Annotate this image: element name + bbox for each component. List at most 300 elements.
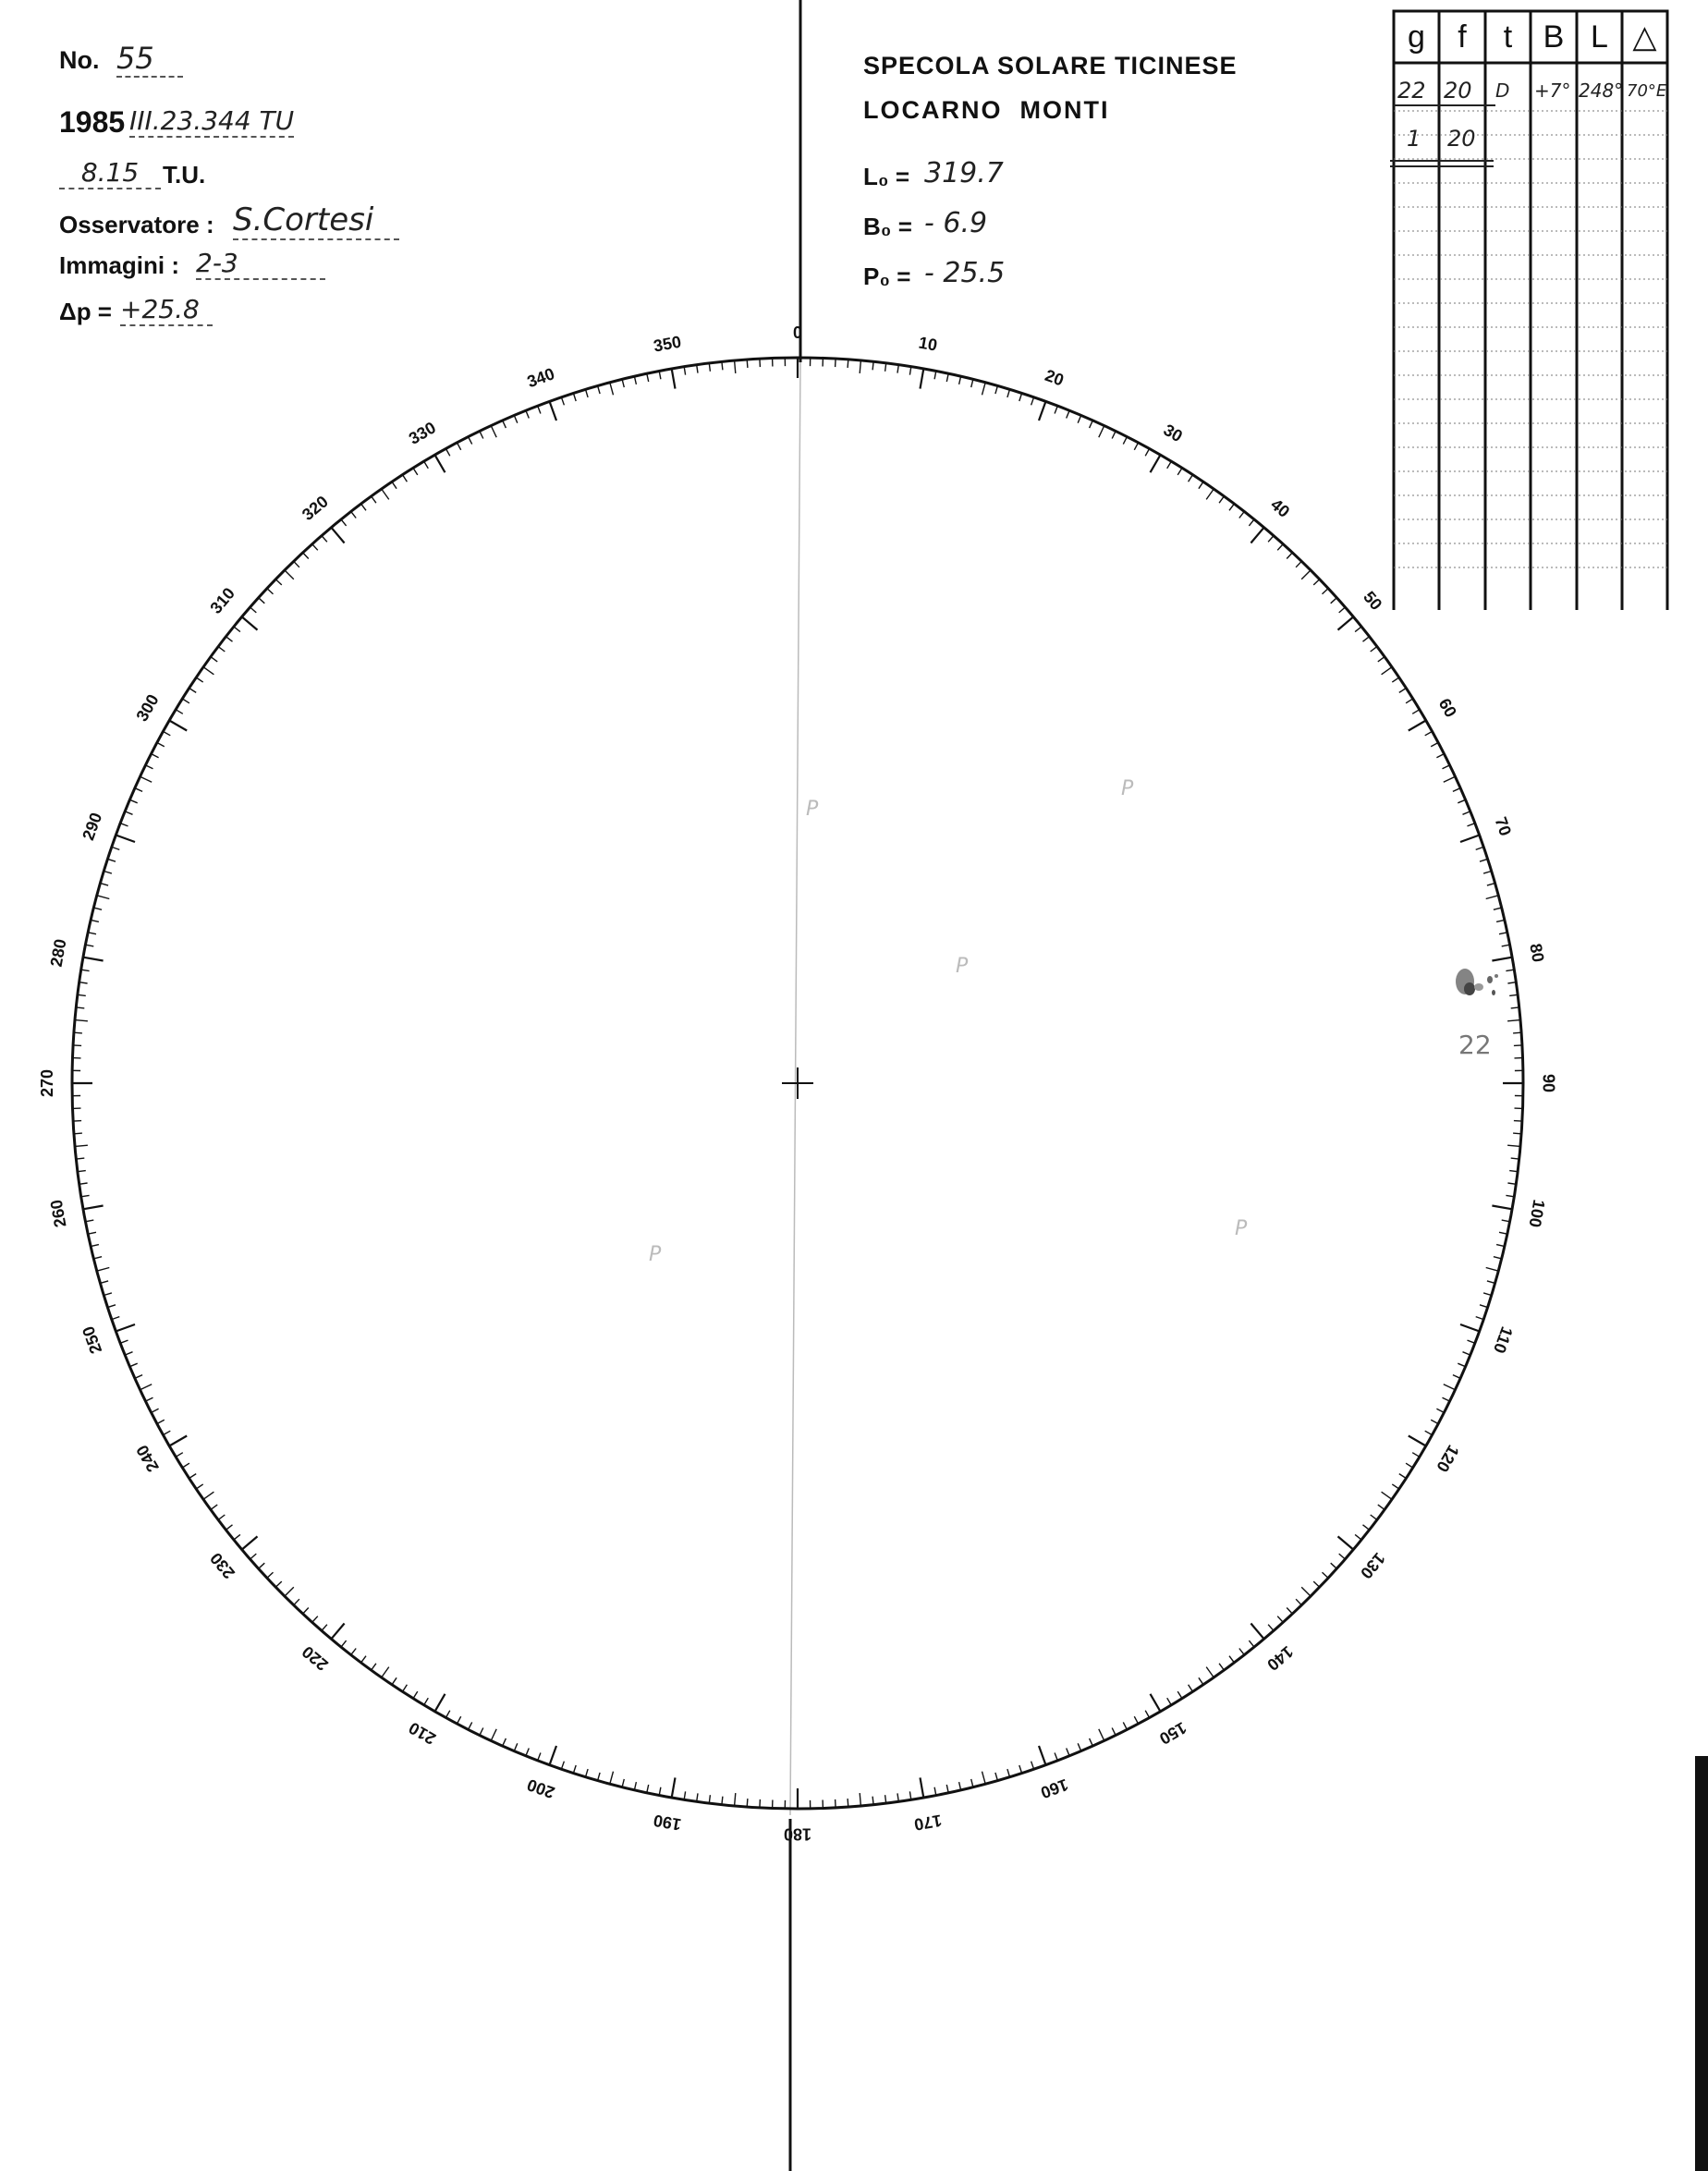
scale-tick bbox=[598, 1773, 601, 1781]
scale-tick bbox=[934, 1787, 936, 1796]
scale-tick bbox=[1301, 570, 1311, 579]
scale-tick bbox=[331, 1624, 344, 1640]
scale-tick bbox=[392, 482, 396, 489]
scale-tick bbox=[413, 468, 418, 475]
scale-tick bbox=[1371, 647, 1377, 652]
scale-tick bbox=[747, 360, 748, 368]
scale-tick bbox=[182, 699, 189, 703]
scale-tick bbox=[1229, 504, 1234, 510]
scale-tick bbox=[1123, 437, 1127, 445]
scale-tick bbox=[622, 1779, 624, 1787]
scale-tick bbox=[458, 443, 461, 450]
scale-label-70: 70 bbox=[1491, 814, 1516, 839]
scale-tick bbox=[1323, 589, 1329, 594]
scale-label-170: 170 bbox=[912, 1811, 944, 1835]
scale-tick bbox=[1112, 1728, 1116, 1736]
B0-label: B₀ = bbox=[863, 213, 912, 240]
scale-tick bbox=[458, 1716, 461, 1724]
scale-tick bbox=[259, 1563, 265, 1568]
scale-tick bbox=[1112, 431, 1116, 438]
scale-tick bbox=[120, 1340, 128, 1343]
scale-label-190: 190 bbox=[652, 1811, 683, 1835]
P0-label: P₀ = bbox=[863, 262, 911, 290]
scale-tick bbox=[1249, 519, 1254, 526]
table-header-t: t bbox=[1503, 18, 1513, 55]
number-label: No. bbox=[59, 46, 100, 74]
scale-label-80: 80 bbox=[1526, 942, 1548, 964]
scale-tick bbox=[1444, 1384, 1456, 1390]
scale-tick bbox=[872, 1797, 873, 1805]
scale-label-200: 200 bbox=[524, 1775, 557, 1802]
scale-tick bbox=[1177, 468, 1182, 475]
scale-tick bbox=[760, 1799, 761, 1808]
scale-tick bbox=[514, 415, 518, 422]
scale-tick bbox=[91, 920, 99, 921]
scale-tick bbox=[294, 1599, 299, 1605]
scale-tick bbox=[1007, 1769, 1010, 1777]
scale-tick bbox=[598, 385, 601, 394]
scale-tick bbox=[73, 1045, 81, 1046]
central-meridian-line bbox=[790, 362, 800, 1815]
scale-tick bbox=[1019, 393, 1022, 401]
scale-tick bbox=[1460, 1324, 1480, 1332]
scale-tick bbox=[1425, 731, 1433, 735]
scale-tick bbox=[946, 1785, 948, 1793]
scale-label-210: 210 bbox=[405, 1718, 439, 1749]
scale-tick bbox=[503, 421, 506, 428]
scale-tick bbox=[1268, 1625, 1274, 1631]
scale-tick bbox=[672, 369, 676, 389]
scale-tick bbox=[1382, 1492, 1392, 1499]
scale-tick bbox=[469, 437, 472, 445]
scale-label-20: 20 bbox=[1042, 365, 1067, 390]
scale-label-100: 100 bbox=[1525, 1198, 1549, 1229]
scale-tick bbox=[97, 1268, 110, 1272]
scale-label-140: 140 bbox=[1263, 1641, 1298, 1675]
scale-tick bbox=[959, 1782, 961, 1790]
table-cell-f-1: 20 bbox=[1444, 78, 1472, 104]
scale-tick bbox=[267, 589, 274, 594]
scale-tick bbox=[1177, 1691, 1182, 1699]
scale-label-90: 90 bbox=[1539, 1073, 1558, 1093]
delta-p-label: Δp = bbox=[59, 298, 112, 325]
scale-tick bbox=[1409, 1436, 1426, 1446]
scale-tick bbox=[135, 788, 142, 792]
scale-tick bbox=[303, 553, 309, 559]
table-header-g: g bbox=[1408, 18, 1425, 55]
scale-tick bbox=[1250, 1624, 1263, 1640]
scale-tick bbox=[1378, 1505, 1385, 1509]
scale-tick bbox=[424, 1698, 429, 1705]
sunspot-group-label: 22 bbox=[1458, 1030, 1492, 1060]
P0-value: - 25.5 bbox=[924, 257, 1006, 289]
scale-label-180: 180 bbox=[783, 1824, 812, 1844]
scale-label-270: 270 bbox=[37, 1068, 56, 1098]
scale-tick bbox=[1189, 1685, 1193, 1692]
scale-tick bbox=[610, 1772, 614, 1785]
facula-mark-3: P bbox=[956, 955, 969, 978]
scale-tick bbox=[526, 1749, 529, 1756]
scale-tick bbox=[129, 1363, 137, 1367]
scale-tick bbox=[1443, 765, 1450, 769]
scale-tick bbox=[1007, 389, 1010, 397]
scale-tick bbox=[1378, 657, 1385, 662]
scale-tick bbox=[959, 376, 961, 384]
scale-tick bbox=[1514, 1045, 1522, 1046]
scale-tick bbox=[514, 1743, 518, 1750]
scale-tick bbox=[1412, 1453, 1420, 1457]
scale-tick bbox=[1443, 1397, 1450, 1401]
facula-mark-4: P bbox=[1235, 1217, 1248, 1240]
scale-tick bbox=[392, 1677, 396, 1685]
scale-tick bbox=[1134, 1716, 1138, 1724]
scale-tick bbox=[112, 847, 120, 849]
scale-tick bbox=[647, 1785, 649, 1793]
scale-tick bbox=[88, 1232, 96, 1234]
scale-tick bbox=[1399, 1474, 1407, 1479]
scale-tick bbox=[129, 799, 137, 803]
scale-tick bbox=[1313, 579, 1320, 585]
scale-tick bbox=[921, 1777, 924, 1798]
observer-value: S.Cortesi bbox=[233, 201, 399, 240]
scale-tick bbox=[1239, 511, 1245, 518]
scale-tick bbox=[647, 373, 649, 382]
scale-tick bbox=[1219, 1664, 1224, 1670]
scale-tick bbox=[491, 1729, 496, 1741]
scale-tick bbox=[1499, 1232, 1507, 1234]
scale-tick bbox=[1412, 710, 1420, 714]
scale-tick bbox=[211, 657, 217, 662]
images-label: Immagini : bbox=[59, 251, 180, 279]
scale-tick bbox=[1511, 1007, 1519, 1008]
scale-tick bbox=[1431, 743, 1438, 747]
scale-tick bbox=[351, 1649, 357, 1655]
scale-tick bbox=[1250, 528, 1263, 543]
scale-tick bbox=[1463, 811, 1470, 814]
scale-tick bbox=[1134, 443, 1138, 450]
scale-tick bbox=[1513, 1133, 1521, 1134]
scale-tick bbox=[909, 367, 910, 375]
scale-tick bbox=[1039, 401, 1046, 421]
scale-tick bbox=[294, 561, 299, 567]
observatory-location: LOCARNO MONTI bbox=[863, 96, 1110, 124]
scale-tick bbox=[1031, 1762, 1034, 1770]
scale-tick bbox=[634, 1782, 636, 1790]
scale-tick bbox=[1463, 1352, 1470, 1355]
scale-tick bbox=[684, 367, 685, 375]
scale-tick bbox=[1363, 637, 1370, 642]
scale-tick bbox=[104, 1293, 112, 1296]
scale-tick bbox=[85, 1220, 93, 1222]
scale-label-150: 150 bbox=[1156, 1718, 1190, 1749]
scale-tick bbox=[152, 754, 159, 758]
scale-tick bbox=[1167, 461, 1172, 469]
table-header-L: L bbox=[1591, 18, 1608, 55]
scale-tick bbox=[125, 811, 132, 814]
scale-label-110: 110 bbox=[1489, 1323, 1517, 1356]
scale-tick bbox=[1099, 1729, 1104, 1741]
scale-tick bbox=[1151, 455, 1161, 472]
scale-label-250: 250 bbox=[79, 1323, 106, 1357]
scale-tick bbox=[382, 1667, 389, 1677]
table-cell-B-1: +7° bbox=[1534, 79, 1571, 102]
scale-tick bbox=[550, 1746, 557, 1765]
scale-tick bbox=[125, 1352, 132, 1355]
scale-tick bbox=[1296, 1599, 1301, 1605]
scale-tick bbox=[995, 385, 998, 394]
scale-tick bbox=[1189, 475, 1193, 482]
scale-tick bbox=[1453, 788, 1460, 792]
scale-label-300: 300 bbox=[132, 690, 163, 725]
scale-tick bbox=[226, 1525, 232, 1531]
scale-tick bbox=[586, 389, 589, 397]
scale-tick bbox=[361, 1656, 366, 1663]
scale-tick bbox=[93, 908, 102, 909]
scale-tick bbox=[480, 1728, 483, 1736]
scale-tick bbox=[1468, 1340, 1475, 1343]
scale-tick bbox=[250, 1554, 257, 1559]
scale-tick bbox=[1277, 544, 1283, 551]
scale-tick bbox=[275, 1581, 282, 1587]
scale-tick bbox=[1339, 1554, 1346, 1559]
scale-tick bbox=[1487, 884, 1495, 886]
scale-label-220: 220 bbox=[298, 1641, 332, 1675]
scale-tick bbox=[83, 957, 104, 961]
scale-tick bbox=[735, 360, 736, 373]
scale-tick bbox=[1476, 847, 1484, 849]
scale-label-290: 290 bbox=[79, 810, 106, 843]
scale-tick bbox=[218, 647, 225, 652]
scale-tick bbox=[413, 1691, 418, 1699]
scale-tick bbox=[250, 607, 257, 613]
scale-tick bbox=[672, 1777, 676, 1798]
scale-tick bbox=[610, 383, 614, 396]
L0-value: 319.7 bbox=[924, 157, 1004, 189]
scale-tick bbox=[1502, 1220, 1510, 1222]
scale-tick bbox=[1229, 1656, 1234, 1663]
scale-tick bbox=[1406, 699, 1413, 703]
scale-label-280: 280 bbox=[46, 937, 70, 969]
scale-tick bbox=[1458, 799, 1465, 803]
scale-tick bbox=[1511, 1158, 1519, 1159]
scale-tick bbox=[1287, 553, 1292, 559]
scale-tick bbox=[1406, 1463, 1413, 1468]
scale-tick bbox=[234, 627, 240, 632]
scale-tick bbox=[331, 528, 344, 543]
scale-tick bbox=[88, 933, 96, 934]
scale-label-50: 50 bbox=[1360, 587, 1386, 614]
scale-tick bbox=[1031, 397, 1034, 406]
scale-tick bbox=[163, 731, 170, 735]
scale-label-260: 260 bbox=[46, 1198, 70, 1229]
scale-tick bbox=[1249, 1640, 1254, 1647]
scale-tick bbox=[76, 1158, 84, 1159]
scale-tick bbox=[1496, 1245, 1505, 1247]
scale-tick bbox=[735, 1793, 736, 1806]
scale-tick bbox=[1145, 1711, 1149, 1718]
scale-tick bbox=[1078, 415, 1081, 422]
scale-tick bbox=[435, 1694, 445, 1712]
scale-tick bbox=[1513, 1032, 1521, 1033]
scale-tick bbox=[934, 371, 936, 379]
scale-tick bbox=[1468, 823, 1475, 826]
scale-label-340: 340 bbox=[524, 364, 557, 392]
scale-tick bbox=[104, 872, 112, 874]
scale-tick bbox=[1425, 1431, 1433, 1434]
date-year: 1985 bbox=[59, 105, 126, 139]
scale-tick bbox=[182, 1463, 189, 1468]
scale-tick bbox=[1239, 1649, 1245, 1655]
scale-tick bbox=[1392, 677, 1399, 682]
table-header-B: B bbox=[1543, 18, 1565, 55]
scale-tick bbox=[1458, 1363, 1465, 1367]
scale-tick bbox=[1219, 496, 1224, 503]
scale-tick bbox=[550, 401, 557, 421]
table-cell-L-1: 248° bbox=[1579, 79, 1624, 102]
table-cell-t-1: D bbox=[1495, 79, 1510, 102]
facula-mark-2: P bbox=[1121, 777, 1134, 800]
scale-tick bbox=[659, 1787, 661, 1796]
scale-tick bbox=[586, 1769, 589, 1777]
observatory-name: SPECOLA SOLARE TICINESE bbox=[863, 52, 1238, 79]
scale-tick bbox=[1392, 1484, 1399, 1489]
scale-tick bbox=[403, 475, 408, 482]
scale-tick bbox=[634, 376, 636, 384]
scale-tick bbox=[285, 570, 294, 579]
scale-tick bbox=[140, 776, 152, 782]
time-unit: T.U. bbox=[163, 161, 206, 189]
scale-tick bbox=[561, 1762, 564, 1770]
scale-tick bbox=[1313, 1581, 1320, 1587]
scale-tick bbox=[341, 519, 347, 526]
scale-tick bbox=[424, 461, 429, 469]
scale-tick bbox=[1494, 908, 1502, 909]
scale-tick bbox=[1339, 607, 1346, 613]
scale-tick bbox=[1206, 1667, 1214, 1677]
scale-tick bbox=[112, 1317, 120, 1320]
scale-tick bbox=[116, 1324, 135, 1332]
scale-tick bbox=[403, 1685, 408, 1692]
scale-tick bbox=[1444, 776, 1456, 782]
scale-label-160: 160 bbox=[1038, 1775, 1071, 1802]
scale-tick bbox=[573, 393, 576, 401]
delta-p-value: +25.8 bbox=[120, 294, 213, 326]
scale-tick bbox=[946, 373, 948, 382]
scale-tick bbox=[275, 579, 282, 585]
scale-tick bbox=[75, 1145, 88, 1146]
scale-tick bbox=[1055, 1753, 1057, 1761]
scale-tick bbox=[303, 1608, 309, 1615]
scale-tick bbox=[341, 1640, 347, 1647]
scale-tick bbox=[312, 1616, 318, 1623]
scale-tick bbox=[1331, 598, 1337, 604]
scale-tick bbox=[203, 1492, 214, 1499]
scale-tick bbox=[116, 835, 135, 843]
scale-tick bbox=[1039, 1746, 1046, 1765]
scale-label-350: 350 bbox=[652, 332, 683, 356]
B0-value: - 6.9 bbox=[924, 207, 988, 239]
scale-tick bbox=[152, 1409, 159, 1412]
scale-tick bbox=[176, 710, 183, 714]
scale-tick bbox=[1206, 489, 1214, 499]
scale-label-310: 310 bbox=[206, 583, 239, 617]
scale-tick bbox=[491, 426, 496, 438]
sunspot-group-22 bbox=[1456, 969, 1498, 995]
scale-tick bbox=[1067, 410, 1069, 418]
scale-tick bbox=[435, 455, 445, 472]
scale-tick bbox=[1494, 1257, 1502, 1259]
scale-tick bbox=[1499, 933, 1507, 934]
table-cell-f-2: 20 bbox=[1447, 126, 1476, 152]
scale-tick bbox=[1151, 1694, 1161, 1712]
scale-tick bbox=[1480, 1305, 1488, 1308]
scale-tick bbox=[1460, 835, 1480, 843]
scale-tick bbox=[480, 431, 483, 438]
scale-tick bbox=[1145, 448, 1149, 456]
scale-tick bbox=[322, 1625, 327, 1631]
scale-tick bbox=[971, 1779, 973, 1787]
scale-tick bbox=[1506, 1195, 1514, 1196]
scale-tick bbox=[684, 1791, 685, 1799]
facula-mark-5: P bbox=[649, 1243, 662, 1266]
scale-tick bbox=[382, 489, 389, 499]
scale-tick bbox=[538, 406, 541, 413]
scale-tick bbox=[1382, 667, 1392, 675]
scale-label-120: 120 bbox=[1433, 1442, 1463, 1476]
scale-tick bbox=[107, 859, 116, 861]
scale-tick bbox=[1301, 1587, 1311, 1596]
scale-tick bbox=[573, 1765, 576, 1774]
scale-tick bbox=[526, 410, 529, 418]
scale-tick bbox=[145, 1397, 152, 1401]
scale-tick bbox=[100, 884, 108, 886]
scale-label-0: 0 bbox=[792, 323, 803, 342]
scale-tick bbox=[169, 1436, 187, 1446]
scale-tick bbox=[196, 1484, 203, 1489]
L0-label: L₀ = bbox=[863, 163, 910, 190]
scale-tick bbox=[1507, 1020, 1520, 1021]
scale-tick bbox=[97, 896, 110, 899]
scale-tick bbox=[982, 1772, 986, 1785]
scale-tick bbox=[1399, 689, 1407, 693]
scale-tick bbox=[1486, 1268, 1499, 1272]
table-cell-g-1: 22 bbox=[1397, 78, 1426, 104]
scale-tick bbox=[312, 544, 318, 551]
scale-label-230: 230 bbox=[206, 1549, 239, 1583]
scale-tick bbox=[107, 1305, 116, 1308]
scale-tick bbox=[1199, 1677, 1203, 1685]
date-value: III.23.344 TU bbox=[129, 105, 295, 136]
facula-mark-1: P bbox=[806, 798, 819, 821]
scale-tick bbox=[872, 361, 873, 370]
scale-tick bbox=[203, 667, 214, 675]
scale-tick bbox=[196, 677, 203, 682]
scale-tick bbox=[1123, 1722, 1127, 1729]
scale-label-10: 10 bbox=[917, 333, 939, 355]
scale-tick bbox=[242, 616, 258, 629]
scale-label-240: 240 bbox=[132, 1442, 163, 1476]
scale-tick bbox=[1507, 1145, 1520, 1146]
scale-tick bbox=[921, 369, 924, 389]
scale-tick bbox=[1167, 1698, 1172, 1705]
time-value: 8.15 bbox=[59, 157, 161, 189]
scale-tick bbox=[157, 743, 165, 747]
scale-tick bbox=[1502, 945, 1510, 946]
scale-tick bbox=[1496, 920, 1505, 921]
scale-tick bbox=[538, 1753, 541, 1761]
scale-tick bbox=[1099, 426, 1104, 438]
scale-tick bbox=[909, 1791, 910, 1799]
